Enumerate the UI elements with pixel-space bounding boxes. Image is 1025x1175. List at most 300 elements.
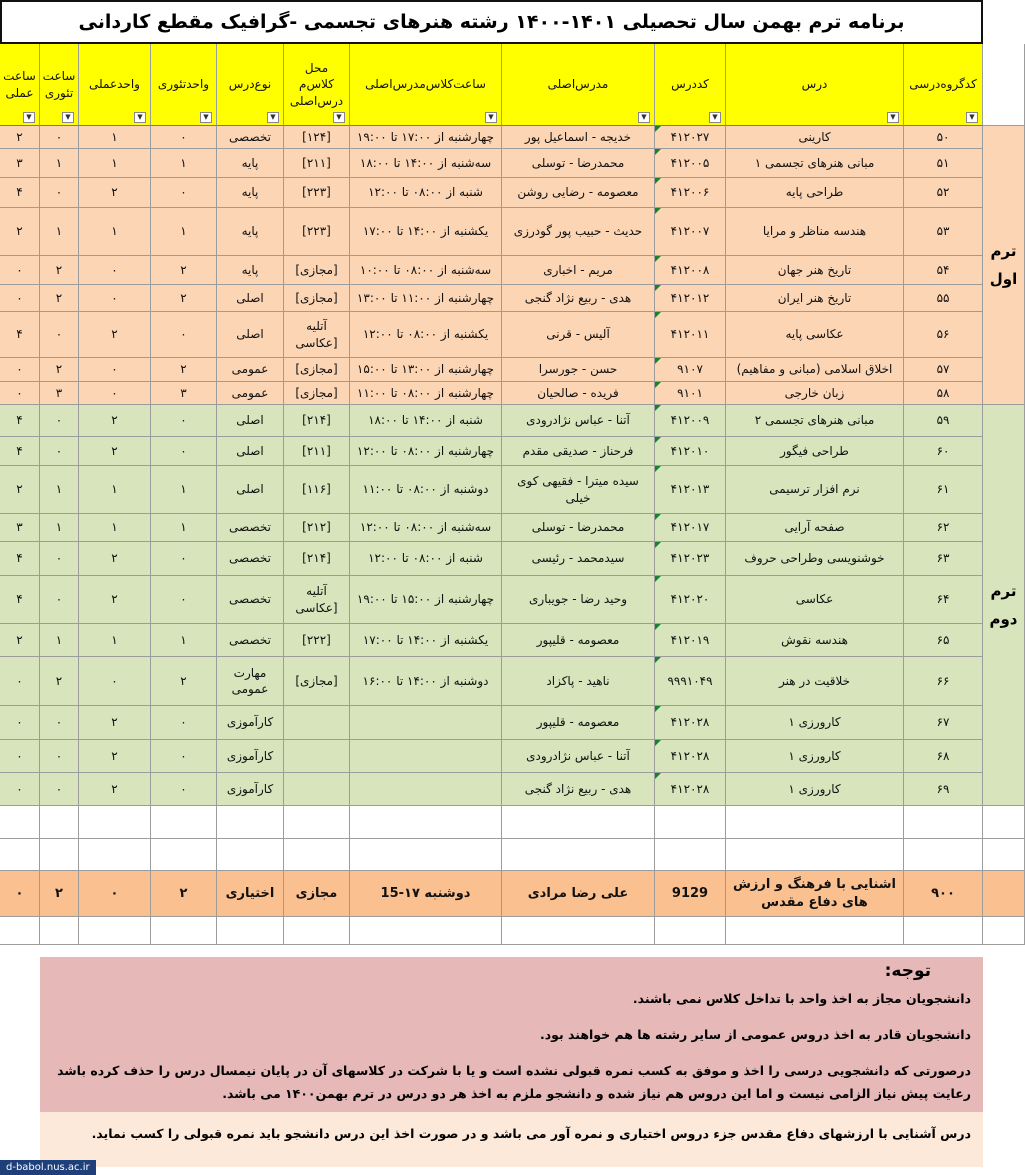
table-cell-group: ۶۲ [904, 514, 983, 542]
comment-indicator-icon [655, 437, 661, 443]
table-cell-room: [۲۱۴] [284, 405, 350, 437]
table-cell-teacher: سیدمحمد - رئیسی [502, 542, 655, 576]
table-cell-group: ۶۳ [904, 542, 983, 576]
notes-title: توجه: [884, 961, 931, 981]
empty-cell [983, 917, 1025, 945]
table-cell-code: ۴۱۲۰۲۷ [655, 126, 726, 149]
filter-dropdown-icon[interactable]: ▼ [200, 112, 212, 123]
table-cell-pr_h: ۰ [0, 740, 40, 773]
term-label: ترم دوم [983, 405, 1025, 806]
empty-cell [502, 806, 655, 839]
table-cell-pr_u: ۲ [79, 706, 151, 740]
column-header[interactable]: نوع‌درس ▼ [217, 44, 284, 126]
table-cell-type: اصلی [217, 285, 284, 312]
table-cell-code: ۴۱۲۰۰۸ [655, 256, 726, 285]
table-cell-pr_h: ۰ [0, 285, 40, 312]
table-cell-th_u: ۲ [151, 256, 217, 285]
table-cell-time [350, 740, 502, 773]
table-cell-th_h: ۱ [40, 466, 79, 514]
comment-indicator-icon [655, 706, 661, 712]
table-cell-time: چهارشنبه از ۱۱:۰۰ تا ۱۳:۰۰ [350, 285, 502, 312]
table-cell-course: زبان خارجی [726, 382, 904, 405]
extra-cell-time: دوشنبه ۱۷-15 [350, 871, 502, 917]
empty-cell [151, 806, 217, 839]
table-cell-course: خلاقیت در هنر [726, 657, 904, 706]
table-cell-type: عمومی [217, 382, 284, 405]
filter-dropdown-icon[interactable]: ▼ [709, 112, 721, 123]
table-cell-type: اصلی [217, 466, 284, 514]
table-cell-th_u: ۰ [151, 405, 217, 437]
filter-dropdown-icon[interactable]: ▼ [23, 112, 35, 123]
comment-indicator-icon [655, 382, 661, 388]
table-cell-group: ۶۱ [904, 466, 983, 514]
table-cell-room: [۱۲۴] [284, 126, 350, 149]
notes-box [40, 957, 983, 1112]
table-cell-time: چهارشنبه از ۰۸:۰۰ تا ۱۲:۰۰ [350, 437, 502, 466]
table-cell-code: ۴۱۲۰۱۰ [655, 437, 726, 466]
table-cell-pr_u: ۰ [79, 657, 151, 706]
table-cell-course: مبانی هنرهای تجسمی ۱ [726, 149, 904, 178]
table-cell-code: ۴۱۲۰۱۱ [655, 312, 726, 358]
table-cell-time: یکشنبه از ۱۴:۰۰ تا ۱۷:۰۰ [350, 624, 502, 657]
empty-cell [655, 839, 726, 871]
comment-indicator-icon [655, 657, 661, 663]
table-cell-pr_u: ۱ [79, 208, 151, 256]
table-cell-room: [مجازی] [284, 657, 350, 706]
table-cell-time: یکشنبه از ۱۴:۰۰ تا ۱۷:۰۰ [350, 208, 502, 256]
table-cell-pr_h: ۰ [0, 256, 40, 285]
column-header[interactable]: محل کلاس‌م درس‌اصلی ▼ [284, 44, 350, 126]
table-cell-code: ۴۱۲۰۲۸ [655, 706, 726, 740]
table-cell-course: نرم افزار ترسیمی [726, 466, 904, 514]
empty-cell [983, 839, 1025, 871]
column-header[interactable]: ساعت‌کلاس‌مدرس‌اصلی ▼ [350, 44, 502, 126]
table-cell-room: [۲۱۱] [284, 437, 350, 466]
table-cell-group: ۵۲ [904, 178, 983, 208]
table-cell-room [284, 773, 350, 806]
table-cell-pr_u: ۱ [79, 126, 151, 149]
table-cell-th_u: ۲ [151, 285, 217, 312]
table-cell-pr_h: ۲ [0, 466, 40, 514]
table-cell-th_h: ۱ [40, 208, 79, 256]
table-cell-time: یکشنبه از ۰۸:۰۰ تا ۱۲:۰۰ [350, 312, 502, 358]
empty-cell [284, 839, 350, 871]
table-cell-group: ۶۹ [904, 773, 983, 806]
table-cell-group: ۶۰ [904, 437, 983, 466]
table-cell-course: هندسه مناظر و مرایا [726, 208, 904, 256]
table-cell-room: [۲۱۴] [284, 542, 350, 576]
table-cell-type: تخصصی [217, 576, 284, 624]
table-cell-teacher: هدی - ربیع نژاد گنجی [502, 285, 655, 312]
empty-cell [983, 806, 1025, 839]
empty-cell [350, 917, 502, 945]
table-cell-group: ۵۱ [904, 149, 983, 178]
empty-cell [655, 917, 726, 945]
table-cell-pr_u: ۰ [79, 256, 151, 285]
table-cell-type: پایه [217, 178, 284, 208]
table-cell-room: [۲۲۳] [284, 208, 350, 256]
table-cell-room: [مجازی] [284, 382, 350, 405]
extra-cell-th_u: ۲ [151, 871, 217, 917]
empty-cell [502, 839, 655, 871]
table-cell-th_u: ۰ [151, 126, 217, 149]
empty-cell [151, 917, 217, 945]
table-cell-th_u: ۰ [151, 576, 217, 624]
table-cell-th_u: ۲ [151, 358, 217, 382]
table-cell-teacher: محمدرضا - توسلی [502, 149, 655, 178]
table-cell-course: تاریخ هنر ایران [726, 285, 904, 312]
table-cell-group: ۵۴ [904, 256, 983, 285]
table-cell-teacher: حدیث - حبیب پور گودرزی [502, 208, 655, 256]
comment-indicator-icon [655, 312, 661, 318]
table-cell-time: سه‌شنبه از ۰۸:۰۰ تا ۱۰:۰۰ [350, 256, 502, 285]
table-cell-code: ۴۱۲۰۰۵ [655, 149, 726, 178]
table-cell-teacher: فرحناز - صدیقی مقدم [502, 437, 655, 466]
table-cell-teacher: آلیس - قرنی [502, 312, 655, 358]
table-cell-room: آتلیه [عکاسی [284, 312, 350, 358]
note-line: دانشجویان قادر به اخذ دروس عمومی از سایر رشته ها هم خواهند بود. [539, 1026, 971, 1042]
empty-cell [350, 839, 502, 871]
table-cell-course: خوشنویسی وطراحی حروف [726, 542, 904, 576]
table-cell-time: شنبه از ۰۸:۰۰ تا ۱۲:۰۰ [350, 542, 502, 576]
filter-dropdown-icon[interactable]: ▼ [134, 112, 146, 123]
column-header[interactable]: ساعت تئوری ▼ [40, 44, 79, 126]
table-cell-time: شنبه از ۱۴:۰۰ تا ۱۸:۰۰ [350, 405, 502, 437]
table-cell-pr_h: ۰ [0, 773, 40, 806]
table-cell-teacher: فریده - صالحیان [502, 382, 655, 405]
table-cell-course: کارورزی ۱ [726, 773, 904, 806]
table-cell-group: ۵۹ [904, 405, 983, 437]
table-cell-th_h: ۱ [40, 514, 79, 542]
table-cell-th_u: ۰ [151, 773, 217, 806]
table-cell-type: پایه [217, 149, 284, 178]
empty-cell [726, 917, 904, 945]
table-cell-th_h: ۲ [40, 256, 79, 285]
filter-dropdown-icon[interactable]: ▼ [333, 112, 345, 123]
header-blank-cell [983, 44, 1025, 126]
table-cell-type: پایه [217, 208, 284, 256]
table-cell-pr_u: ۱ [79, 624, 151, 657]
table-cell-code: ۴۱۲۰۲۸ [655, 773, 726, 806]
table-cell-group: ۵۶ [904, 312, 983, 358]
table-cell-time: چهارشنبه از ۰۸:۰۰ تا ۱۱:۰۰ [350, 382, 502, 405]
table-cell-teacher: معصومه - قلیپور [502, 706, 655, 740]
table-cell-course: کارورزی ۱ [726, 740, 904, 773]
table-cell-pr_h: ۴ [0, 437, 40, 466]
empty-cell [0, 917, 40, 945]
table-cell-type: تخصصی [217, 542, 284, 576]
table-cell-room: [۲۱۲] [284, 514, 350, 542]
table-cell-th_u: ۳ [151, 382, 217, 405]
table-cell-code: ۴۱۲۰۱۳ [655, 466, 726, 514]
table-cell-th_u: ۰ [151, 312, 217, 358]
table-cell-th_u: ۱ [151, 624, 217, 657]
table-cell-type: تخصصی [217, 514, 284, 542]
empty-cell [726, 806, 904, 839]
column-header[interactable]: واحدعملی ▼ [79, 44, 151, 126]
watermark: d-babol.nus.ac.ir [0, 1160, 96, 1175]
note-line: درصورتی که دانشجویی درسی را اخذ و موفق به کسب نمره قبولی نشده است و یا با شرکت در کلاسهای آن در پایان نیمسال درس را حذف کرده باشد رعایت پیش نیاز الزامی نیست و اما این دروس هم نیاز شده و دانشجو ملزم به اخذ هر دو درس در ترم بهمن۱۴۰۰ می باشد. [57, 1062, 971, 1102]
table-cell-room: [مجازی] [284, 256, 350, 285]
empty-cell [502, 917, 655, 945]
table-cell-course: هندسه نقوش [726, 624, 904, 657]
table-cell-course: عکاسی [726, 576, 904, 624]
comment-indicator-icon [655, 405, 661, 411]
table-cell-th_u: ۱ [151, 466, 217, 514]
table-cell-group: ۶۵ [904, 624, 983, 657]
table-cell-teacher: معصومه - رضایی روشن [502, 178, 655, 208]
table-cell-time: دوشنبه از ۰۸:۰۰ تا ۱۱:۰۰ [350, 466, 502, 514]
table-cell-th_u: ۱ [151, 514, 217, 542]
table-cell-th_u: ۰ [151, 178, 217, 208]
filter-dropdown-icon[interactable]: ▼ [887, 112, 899, 123]
table-cell-code: ۴۱۲۰۱۹ [655, 624, 726, 657]
table-cell-time: سه‌شنبه از ۱۴:۰۰ تا ۱۸:۰۰ [350, 149, 502, 178]
table-cell-pr_u: ۰ [79, 285, 151, 312]
table-cell-th_u: ۱ [151, 149, 217, 178]
table-cell-th_h: ۰ [40, 312, 79, 358]
table-cell-pr_h: ۳ [0, 514, 40, 542]
table-cell-group: ۶۴ [904, 576, 983, 624]
table-cell-type: پایه [217, 256, 284, 285]
table-cell-code: ۴۱۲۰۱۲ [655, 285, 726, 312]
extra-cell-th_h: ۲ [40, 871, 79, 917]
table-cell-time: سه‌شنبه از ۰۸:۰۰ تا ۱۲:۰۰ [350, 514, 502, 542]
table-cell-course: کارورزی ۱ [726, 706, 904, 740]
table-cell-pr_u: ۲ [79, 312, 151, 358]
table-cell-code: ۴۱۲۰۰۶ [655, 178, 726, 208]
filter-dropdown-icon[interactable]: ▼ [638, 112, 650, 123]
empty-cell [284, 806, 350, 839]
table-cell-type: اصلی [217, 312, 284, 358]
table-cell-room: [۲۲۲] [284, 624, 350, 657]
table-cell-course: طراحی فیگور [726, 437, 904, 466]
table-cell-time: شنبه از ۰۸:۰۰ تا ۱۲:۰۰ [350, 178, 502, 208]
table-cell-pr_u: ۲ [79, 740, 151, 773]
table-cell-time [350, 773, 502, 806]
empty-cell [0, 839, 40, 871]
extra-cell-group: ۹۰۰ [904, 871, 983, 917]
table-cell-pr_u: ۱ [79, 149, 151, 178]
table-cell-pr_u: ۰ [79, 358, 151, 382]
table-cell-th_u: ۰ [151, 740, 217, 773]
table-cell-teacher: حسن - جورسرا [502, 358, 655, 382]
column-header[interactable]: درس ▼ [726, 44, 904, 126]
extra-cell-course: اشنایی با فرهنگ و ارزش های دفاع مقدس [726, 871, 904, 917]
table-cell-course: کارینی [726, 126, 904, 149]
column-header[interactable]: کدگروه‌درسی ▼ [904, 44, 983, 126]
table-cell-th_h: ۲ [40, 657, 79, 706]
table-cell-teacher: وحید رضا - جویباری [502, 576, 655, 624]
table-cell-type: کارآموزی [217, 706, 284, 740]
empty-cell [40, 917, 79, 945]
comment-indicator-icon [655, 358, 661, 364]
table-cell-room [284, 706, 350, 740]
table-cell-th_h: ۰ [40, 576, 79, 624]
empty-cell [904, 917, 983, 945]
filter-dropdown-icon[interactable]: ▼ [267, 112, 279, 123]
table-cell-teacher: خدیجه - اسماعیل پور [502, 126, 655, 149]
table-cell-teacher: ناهید - پاکزاد [502, 657, 655, 706]
table-cell-th_u: ۲ [151, 657, 217, 706]
empty-cell [217, 839, 284, 871]
table-cell-pr_u: ۰ [79, 382, 151, 405]
empty-cell [904, 839, 983, 871]
table-cell-code: ۴۱۲۰۲۰ [655, 576, 726, 624]
table-cell-room: [۲۱۱] [284, 149, 350, 178]
table-cell-group: ۶۷ [904, 706, 983, 740]
table-cell-type: کارآموزی [217, 773, 284, 806]
table-cell-th_h: ۲ [40, 285, 79, 312]
table-cell-group: ۶۶ [904, 657, 983, 706]
table-cell-pr_u: ۲ [79, 437, 151, 466]
table-cell-course: اخلاق اسلامی (مبانی و مفاهیم) [726, 358, 904, 382]
comment-indicator-icon [655, 208, 661, 214]
table-cell-room [284, 740, 350, 773]
table-cell-code: ۹۱۰۱ [655, 382, 726, 405]
table-cell-th_u: ۰ [151, 437, 217, 466]
table-cell-time: چهارشنبه از ۱۵:۰۰ تا ۱۹:۰۰ [350, 576, 502, 624]
table-cell-teacher: محمدرضا - توسلی [502, 514, 655, 542]
table-cell-time: چهارشنبه از ۱۷:۰۰ تا ۱۹:۰۰ [350, 126, 502, 149]
note-line: دانشجویان مجاز به اخذ واحد با تداخل کلاس نمی باشند. [632, 991, 971, 1006]
extra-cell-teacher: علی رضا مرادی [502, 871, 655, 917]
table-cell-time: دوشنبه از ۱۴:۰۰ تا ۱۶:۰۰ [350, 657, 502, 706]
table-cell-time: چهارشنبه از ۱۳:۰۰ تا ۱۵:۰۰ [350, 358, 502, 382]
table-cell-th_h: ۰ [40, 405, 79, 437]
empty-cell [655, 806, 726, 839]
extra-cell-room: مجازی [284, 871, 350, 917]
comment-indicator-icon [655, 624, 661, 630]
extra-cell-pr_u: ۰ [79, 871, 151, 917]
table-cell-pr_h: ۴ [0, 178, 40, 208]
table-cell-teacher: آتنا - عباس نژادرودی [502, 405, 655, 437]
comment-indicator-icon [655, 178, 661, 184]
table-cell-pr_u: ۲ [79, 773, 151, 806]
table-cell-type: اصلی [217, 437, 284, 466]
table-cell-type: مهارت عمومی [217, 657, 284, 706]
table-cell-room: [مجازی] [284, 285, 350, 312]
table-cell-pr_h: ۴ [0, 405, 40, 437]
table-cell-pr_h: ۰ [0, 358, 40, 382]
column-header[interactable]: مدرس‌اصلی ▼ [502, 44, 655, 126]
column-header[interactable]: ساعت عملی ▼ [0, 44, 40, 126]
empty-cell [217, 917, 284, 945]
empty-cell [40, 839, 79, 871]
table-cell-th_u: ۰ [151, 542, 217, 576]
table-cell-pr_h: ۰ [0, 657, 40, 706]
column-header[interactable]: واحدتئوری ▼ [151, 44, 217, 126]
table-cell-code: ۹۹۹۱۰۴۹ [655, 657, 726, 706]
table-cell-th_h: ۲ [40, 358, 79, 382]
table-cell-teacher: هدی - ربیع نژاد گنجی [502, 773, 655, 806]
table-cell-group: ۶۸ [904, 740, 983, 773]
table-cell-pr_u: ۲ [79, 405, 151, 437]
table-cell-room: آتلیه [عکاسی [284, 576, 350, 624]
table-cell-course: صفحه آرایی [726, 514, 904, 542]
comment-indicator-icon [655, 542, 661, 548]
table-cell-th_h: ۰ [40, 178, 79, 208]
table-cell-th_u: ۱ [151, 208, 217, 256]
comment-indicator-icon [655, 256, 661, 262]
table-cell-pr_h: ۴ [0, 542, 40, 576]
empty-cell [904, 806, 983, 839]
comment-indicator-icon [655, 126, 661, 132]
extra-blank-cell [983, 871, 1025, 917]
table-cell-course: عکاسی پایه [726, 312, 904, 358]
filter-dropdown-icon[interactable]: ▼ [485, 112, 497, 123]
table-cell-pr_h: ۲ [0, 126, 40, 149]
comment-indicator-icon [655, 773, 661, 779]
table-cell-time [350, 706, 502, 740]
empty-cell [0, 806, 40, 839]
term-label: ترم اول [983, 126, 1025, 405]
table-cell-th_h: ۱ [40, 624, 79, 657]
table-cell-teacher: معصومه - قلیپور [502, 624, 655, 657]
table-cell-pr_h: ۲ [0, 208, 40, 256]
comment-indicator-icon [655, 740, 661, 746]
table-cell-code: ۴۱۲۰۲۳ [655, 542, 726, 576]
table-cell-code: ۴۱۲۰۱۷ [655, 514, 726, 542]
table-cell-group: ۵۰ [904, 126, 983, 149]
comment-indicator-icon [655, 285, 661, 291]
table-cell-pr_h: ۴ [0, 312, 40, 358]
empty-cell [79, 806, 151, 839]
table-cell-code: ۴۱۲۰۲۸ [655, 740, 726, 773]
table-cell-th_h: ۳ [40, 382, 79, 405]
table-cell-pr_h: ۰ [0, 382, 40, 405]
table-cell-pr_u: ۱ [79, 514, 151, 542]
table-cell-th_h: ۰ [40, 542, 79, 576]
empty-cell [217, 806, 284, 839]
table-cell-th_h: ۰ [40, 706, 79, 740]
table-cell-code: ۴۱۲۰۰۷ [655, 208, 726, 256]
table-cell-th_h: ۰ [40, 740, 79, 773]
table-cell-course: تاریخ هنر جهان [726, 256, 904, 285]
table-cell-pr_u: ۲ [79, 178, 151, 208]
filter-dropdown-icon[interactable]: ▼ [966, 112, 978, 123]
table-cell-type: اصلی [217, 405, 284, 437]
empty-cell [79, 917, 151, 945]
empty-cell [284, 917, 350, 945]
table-cell-course: طراحی پایه [726, 178, 904, 208]
comment-indicator-icon [655, 149, 661, 155]
filter-dropdown-icon[interactable]: ▼ [62, 112, 74, 123]
comment-indicator-icon [655, 576, 661, 582]
table-cell-group: ۵۸ [904, 382, 983, 405]
extra-cell-type: اختیاری [217, 871, 284, 917]
table-cell-pr_u: ۲ [79, 576, 151, 624]
table-cell-th_h: ۰ [40, 126, 79, 149]
table-cell-teacher: مریم - اخباری [502, 256, 655, 285]
table-cell-th_h: ۰ [40, 773, 79, 806]
table-cell-code: ۹۱۰۷ [655, 358, 726, 382]
table-cell-pr_h: ۴ [0, 576, 40, 624]
table-cell-course: مبانی هنرهای تجسمی ۲ [726, 405, 904, 437]
table-cell-group: ۵۳ [904, 208, 983, 256]
table-cell-pr_u: ۲ [79, 542, 151, 576]
table-cell-room: [۲۲۳] [284, 178, 350, 208]
table-cell-room: [مجازی] [284, 358, 350, 382]
extra-cell-pr_h: ۰ [0, 871, 40, 917]
table-cell-group: ۵۵ [904, 285, 983, 312]
comment-indicator-icon [655, 514, 661, 520]
table-cell-type: تخصصی [217, 624, 284, 657]
table-cell-type: کارآموزی [217, 740, 284, 773]
table-cell-pr_h: ۳ [0, 149, 40, 178]
column-header[interactable]: کددرس ▼ [655, 44, 726, 126]
table-cell-type: تخصصی [217, 126, 284, 149]
